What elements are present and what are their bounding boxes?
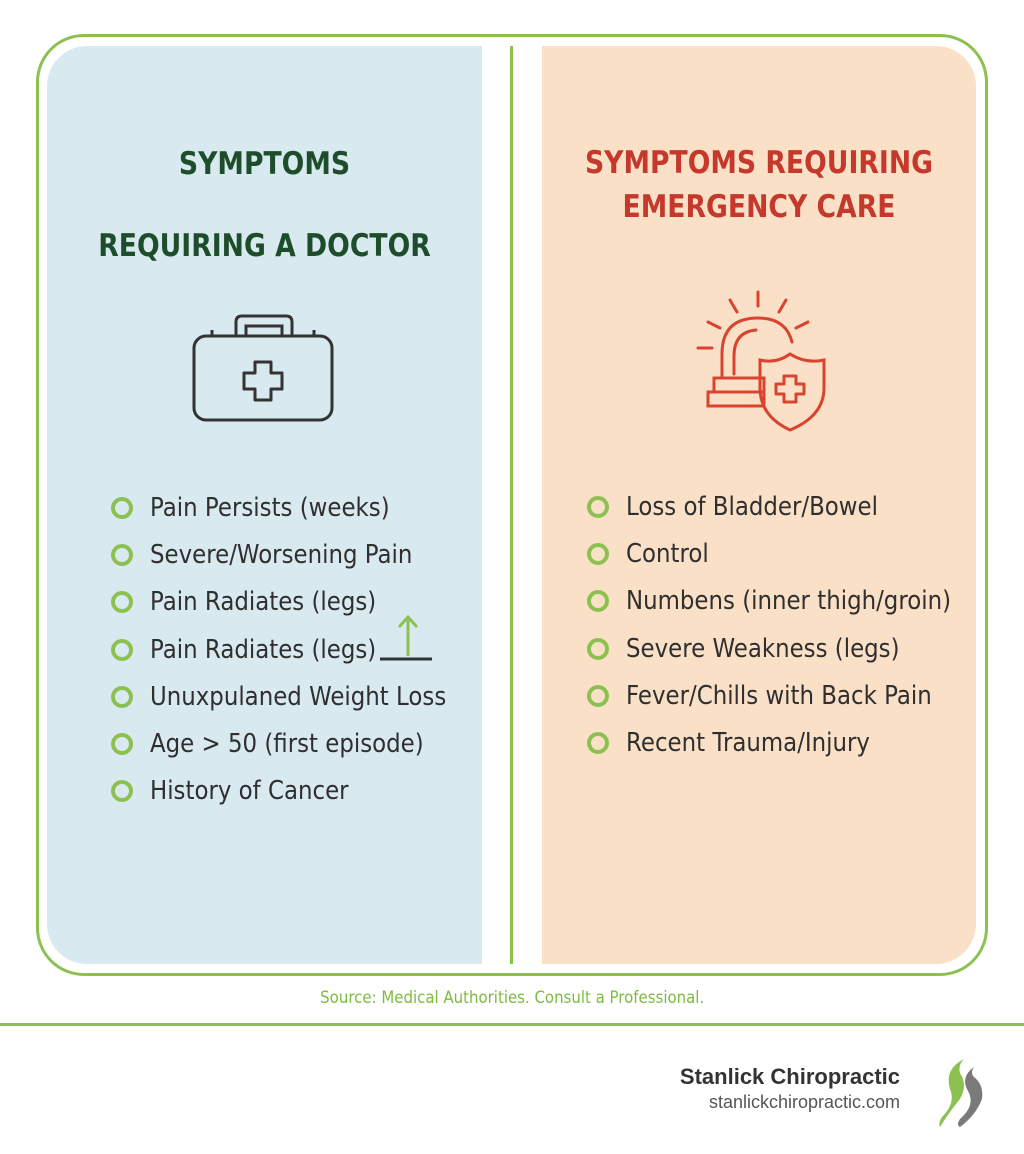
bullet-icon (111, 639, 133, 661)
list-item: Pain Radiates (legs) (111, 579, 487, 626)
spine-logo-icon (930, 1055, 990, 1129)
list-item: Control (587, 530, 995, 577)
arrow-up-icon (380, 612, 436, 664)
doctor-title-line2: REQUIRING A DOCTOR (98, 228, 431, 264)
bullet-icon (111, 497, 133, 519)
medical-kit-icon (192, 312, 336, 424)
brand-url[interactable]: stanlickchiropractic.com (708, 1092, 900, 1112)
list-item: Fever/Chills with Back Pain (587, 672, 995, 719)
doctor-title-line1: SYMPTOMS (178, 146, 351, 182)
bullet-icon (111, 591, 133, 613)
emergency-title-line2: EMERGENCY CARE (622, 189, 896, 225)
list-item: Severe/Worsening Pain (111, 531, 487, 578)
brand-block (680, 1064, 900, 1113)
brand-name: Stanlick Chiropractic (679, 1064, 900, 1089)
footer-rule (0, 1023, 1024, 1026)
emergency-siren-shield-icon (694, 288, 834, 438)
bullet-icon (587, 496, 609, 518)
list-item: Recent Trauma/Injury (587, 719, 995, 766)
bullet-icon (111, 733, 133, 755)
panel-divider (510, 46, 513, 964)
list-item: Age > 50 (first episode) (111, 720, 487, 767)
bullet-icon (587, 638, 609, 660)
bullet-icon (587, 543, 609, 565)
list-item: Loss of Bladder/Bowel (587, 483, 995, 530)
list-item: Unuxpulaned Weight Loss (111, 673, 487, 720)
emergency-title-line1: SYMPTOMS REQUIRING (584, 145, 934, 181)
list-item: Pain Radiates (legs) (111, 626, 487, 673)
bullet-icon (111, 544, 133, 566)
bullet-icon (587, 590, 609, 612)
emergency-symptom-list (587, 483, 995, 767)
list-item: History of Cancer (111, 768, 487, 815)
list-item: Pain Persists (weeks) (111, 484, 487, 531)
bullet-icon (587, 685, 609, 707)
bullet-icon (587, 732, 609, 754)
list-item: Severe Weakness (legs) (587, 625, 995, 672)
bullet-icon (111, 686, 133, 708)
source-note: Source: Medical Authorities. Consult a Professional. (319, 988, 705, 1008)
bullet-icon (111, 780, 133, 802)
list-item: Numbens (inner thigh/groin) (587, 578, 995, 625)
